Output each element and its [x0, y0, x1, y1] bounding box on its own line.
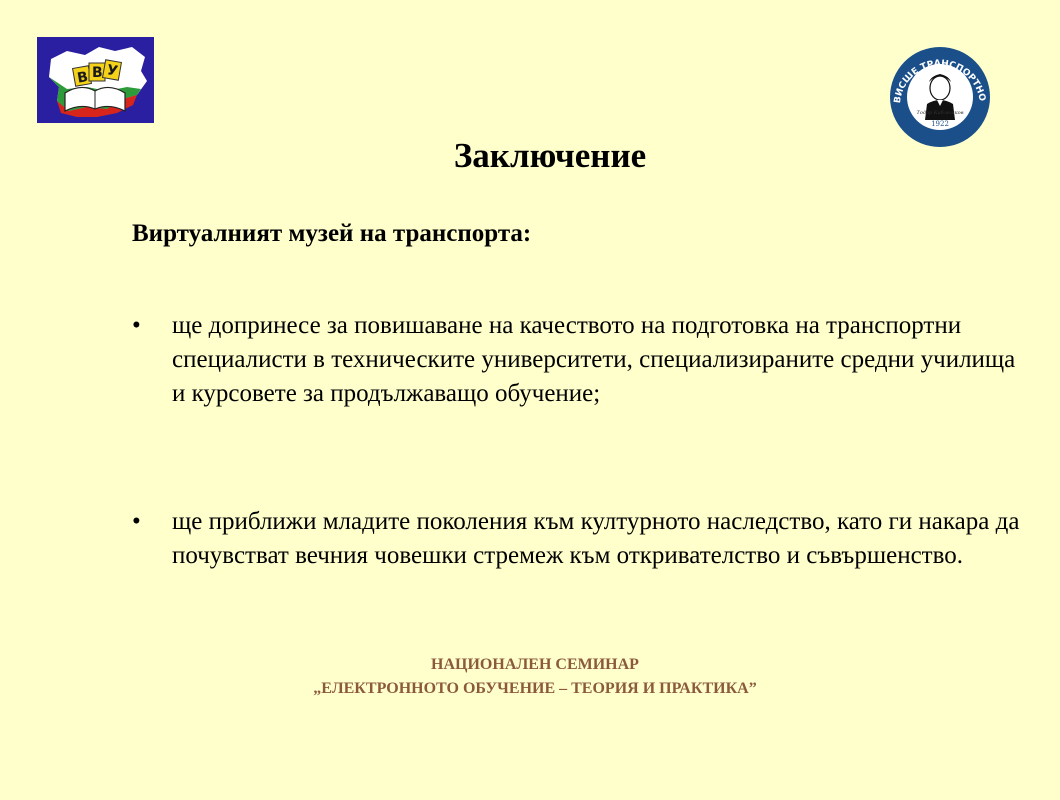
seal-year: 1922 — [931, 120, 949, 128]
bullet-marker: • — [132, 508, 141, 535]
seal-ring-text: ВИСШЕ ТРАНСПОРТНО — [893, 58, 987, 104]
logo-letter-3: У — [105, 62, 119, 80]
footer-line-1: НАЦИОНАЛЕН СЕМИНАР — [431, 656, 639, 673]
slide-title: Заключение — [453, 136, 647, 175]
seal-signature: Тодор Каблешков — [916, 110, 964, 116]
university-logo-left — [37, 37, 154, 123]
seal-icon — [883, 46, 997, 148]
bulgaria-map-book-icon — [37, 37, 154, 123]
bullet-marker: • — [132, 312, 141, 339]
logo-letter-2: В — [92, 65, 103, 81]
logo-letter-1: В — [76, 69, 90, 87]
bullet-text: ще приближи младите поколения към културното наследство, като ги накара да почувстват вечния човешки стремеж към откривателство и съвършенство. — [172, 508, 1020, 569]
university-seal-right — [883, 46, 997, 148]
slide-subtitle: Виртуалният музей на транспорта: — [132, 220, 532, 247]
bullet-text: ще допринесе за повишаване на качеството на подготовка на транспортни специалисти в техническите университети, специализираните средни училища и курсовете за продължаващо обучение; — [172, 312, 1016, 407]
footer-line-2: „ЕЛЕКТРОННОТО ОБУЧЕНИЕ – ТЕОРИЯ И ПРАКТИКА” — [313, 680, 757, 697]
